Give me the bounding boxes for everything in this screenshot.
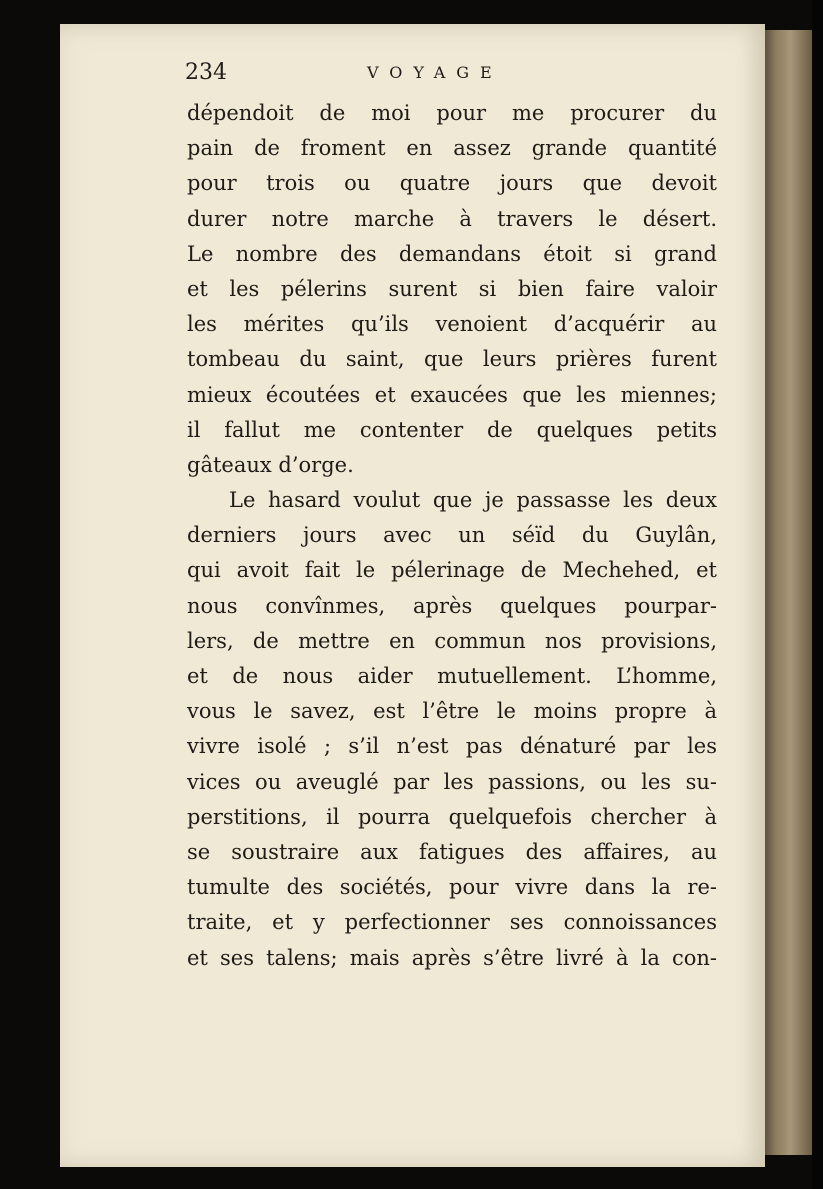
text-line: derniers jours avec un séïd du Guylân, <box>187 523 717 548</box>
text-line: tombeau du saint, que leurs prières furent <box>187 347 717 372</box>
text-line: vices ou aveuglé par les passions, ou les su- <box>187 769 717 794</box>
paragraph-start-line: Le hasard voulut que je passasse les deux <box>229 488 717 513</box>
text-line: se soustraire aux fatigues des affaires, au <box>187 839 717 864</box>
text-line: dépendoit de moi pour me procurer du <box>187 101 717 125</box>
text-line: mieux écoutées et exaucées que les miennes; <box>187 382 717 407</box>
text-line: vivre isolé ; s’il n’est pas dénaturé par les <box>187 734 717 759</box>
text-line: pour trois ou quatre jours que devoit <box>187 171 717 196</box>
text-line: vous le savez, est l’être le moins propre à <box>187 699 717 724</box>
text-line: il fallut me contenter de quelques petits <box>187 417 717 442</box>
text-line: et les pélerins surent si bien faire valoir <box>187 276 717 301</box>
text-line: perstitions, il pourra quelquefois chercher à <box>187 804 717 829</box>
page-fore-edge <box>764 30 812 1155</box>
text-line: lers, de mettre en commun nos provisions, <box>187 628 717 653</box>
text-line: durer notre marche à travers le désert. <box>187 206 717 231</box>
body-text <box>187 96 717 976</box>
text-line: qui avoit fait le pélerinage de Mechehed, et <box>187 558 717 583</box>
paragraph-end-line: gâteaux d’orge. <box>187 452 354 477</box>
text-line: et ses talens; mais après s’être livré à la con- <box>187 945 717 970</box>
background-edge <box>812 0 823 1189</box>
text-line: les mérites qu’ils venoient d’acquérir au <box>187 312 717 337</box>
running-head <box>185 58 540 88</box>
text-line: Le nombre des demandans étoit si grand <box>187 241 717 266</box>
text-line: tumulte des sociétés, pour vivre dans la re- <box>187 875 717 900</box>
page-header-title: VOYAGE <box>367 63 503 82</box>
text-line: pain de froment en assez grande quantité <box>187 136 717 161</box>
text-line: traite, et y perfectionner ses connoissances <box>187 910 717 935</box>
page-number: 234 <box>185 60 227 85</box>
text-line: nous convînmes, après quelques pourpar- <box>187 593 717 618</box>
text-line: et de nous aider mutuellement. L’homme, <box>187 664 717 688</box>
